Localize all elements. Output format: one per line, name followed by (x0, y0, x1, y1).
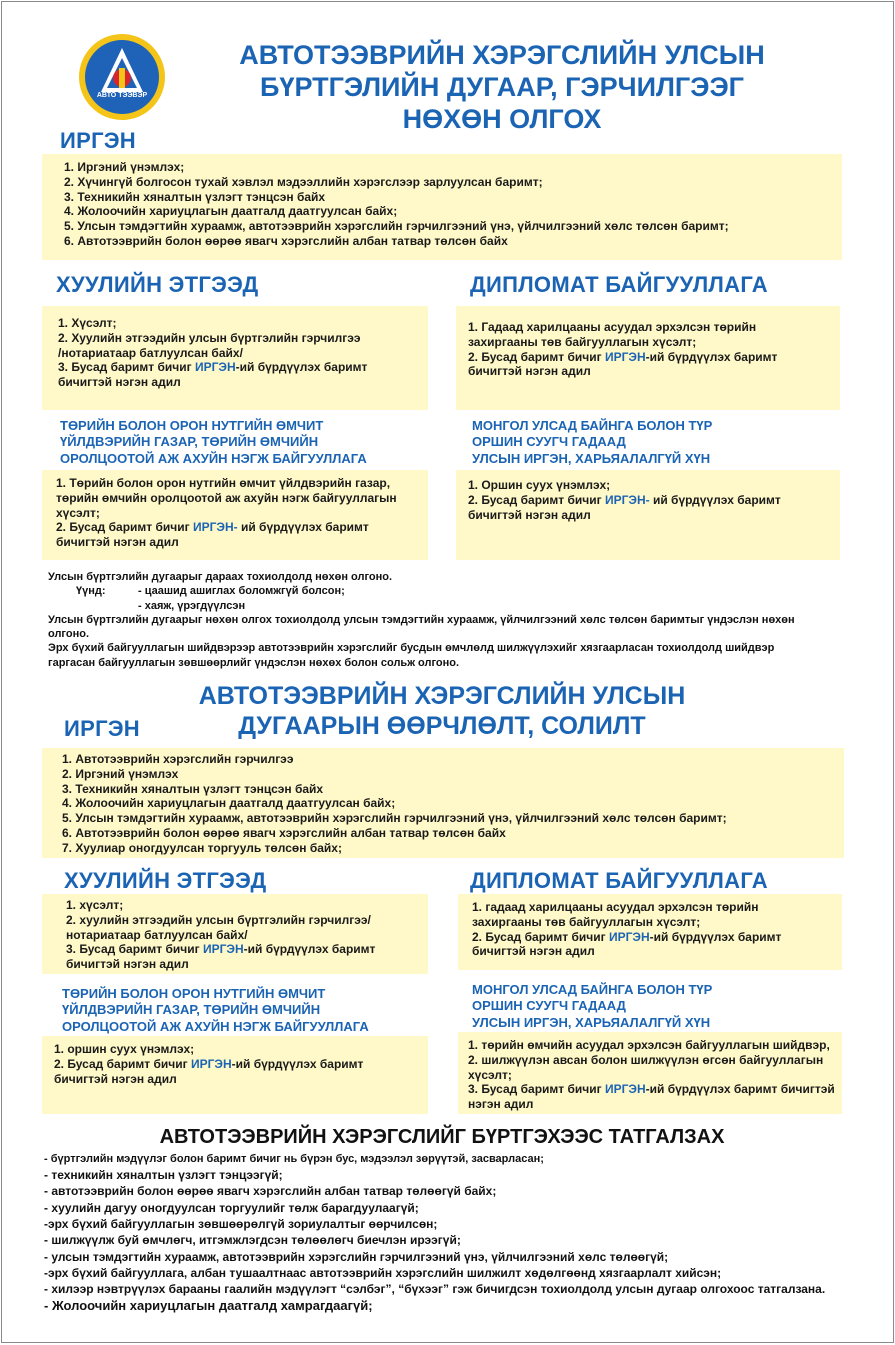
list-item: 1. Иргэний үнэмлэх; (64, 160, 185, 174)
list-item: бичигтэй нэгэн адил (66, 957, 189, 971)
list-item: 3. Бусад баримт бичиг ИРГЭН-ий бүрдүүлэх баримт (58, 360, 368, 375)
foreign-resident-requirements-1 (456, 470, 840, 560)
list-item: 6. Автотээврийн болон өөрөө явагч хэрэгслийн албан татвар төлсөн байх (62, 825, 506, 840)
list-item: 6. Автотээврийн болон өөрөө явагч хэрэгслийн албан татвар төлсөн байх (64, 233, 508, 248)
list-item: - шилжүүлж буй өмчлөгч, итгэмжлэгдсэн төлөөлөгч биечлэн ирээгүй; (44, 1233, 461, 1248)
legal-entity-requirements-1 (42, 306, 428, 410)
note-line: - хаяж, үрэгдүүлсэн (138, 599, 246, 612)
foreign-resident-heading-2: МОНГОЛ УЛСАД БАЙНГА БОЛОН ТҮР ОРШИН СУУГЧ ГАДААД УЛСЫН ИРГЭН, ХАРЬЯАЛАЛГҮЙ ХҮН (472, 982, 713, 1030)
title-change-line1: АВТОТЭЭВРИЙН ХЭРЭГСЛИЙН УЛСЫН (198, 682, 686, 710)
legal-entity-requirements-2 (42, 894, 428, 974)
list-item: бичигтэй нэгэн адил (472, 944, 595, 959)
diplomatic-requirements-1 (456, 306, 840, 410)
logo-emblem (85, 40, 159, 114)
list-item: 1. Гадаад харилцааны асуудал эрхэлсэн төрийн (468, 320, 757, 334)
list-item: 3. Бусад баримт бичиг ИРГЭН-ий бүрдүүлэх баримт (66, 942, 376, 957)
list-item: бичигтэй нэгэн адил (54, 1071, 177, 1086)
list-item: - улсын тэмдэгтийн хураамж, автотээврийн хэрэгслийн гэрчилгээний үнэ, үйлчилгээний хөлс төлөөгүй; (44, 1249, 669, 1264)
list-item: 2. Бусад баримт бичиг ИРГЭН- ий бүрдүүлэх баримт (468, 492, 781, 507)
diplomatic-heading-1: ДИПЛОМАТ БАЙГУУЛЛАГА (470, 272, 768, 297)
list-item: захиргааны төв байгууллагын хүсэлт; (472, 914, 701, 929)
title-refusal: АВТОТЭЭВРИЙН ХЭРЭГСЛИЙГ БҮРТГЭХЭЭС ТАТГАЛЗАХ (159, 1126, 725, 1148)
citizen-link-text: ИРГЭН (604, 349, 646, 364)
list-item: 2. шилжүүлэн авсан болон шилжүүлэн өгсөн байгууллагын (468, 1052, 824, 1067)
diplomatic-requirements-2 (458, 894, 842, 970)
list-item: 2. хуулийн этгээдийн улсын бүртгэлийн гэрчилгээ/ (66, 912, 371, 927)
soyombo-icon (85, 40, 159, 114)
note-line: Улсын бүртгэлийн дугаарыг дараах тохиолдолд нөхөн олгоно. (48, 571, 393, 583)
list-item: 3. Техникийн хяналтын үзлэгт тэнцсэн байх (64, 189, 326, 204)
list-item: 1. хүсэлт; (66, 898, 124, 912)
list-item: 5. Улсын тэмдэгтийн хураамж, автотээврийн хэрэгслийн гэрчилгээний үнэ, үйлчилгээний хөлс төлсөн баримт; (64, 219, 729, 233)
title-reissue (192, 40, 812, 136)
list-item: 3. Бусад баримт бичиг ИРГЭН-ий бүрдүүлэх баримт бичигтэй (468, 1082, 835, 1097)
note-line: гаргасан байгууллагын зөвшөөрлийг үндэслэн нөхөх болон сольж олгоно. (48, 656, 460, 669)
foreign-resident-heading-1: МОНГОЛ УЛСАД БАЙНГА БОЛОН ТҮР ОРШИН СУУГЧ ГАДААД УЛСЫН ИРГЭН, ХАРЬЯАЛАЛГҮЙ ХҮН (472, 418, 713, 466)
list-item: 1. гадаад харилцааны асуудал эрхэлсэн төрийн (472, 900, 759, 914)
list-item: хүсэлт; (468, 1067, 512, 1082)
list-item: - бүртгэлийн мэдүүлэг болон баримт бичиг нь бүрэн бус, мэдээлэл зөрүүтэй, засварласан; (44, 1153, 544, 1165)
auto-transport-logo (79, 34, 165, 120)
title-change-line2: ДУГААРЫН ӨӨРЧЛӨЛТ, СОЛИЛТ (238, 711, 646, 740)
list-item: 1. Автотээврийн хэрэгслийн гэрчилгээ (62, 752, 294, 766)
list-item: 1. Оршин суух үнэмлэх; (468, 478, 611, 492)
list-item: 2. Бусад баримт бичиг ИРГЭН-ий бүрдүүлэх баримт (468, 349, 778, 364)
citizen-link-text: ИРГЭН (604, 1082, 646, 1097)
citizen-link-text: ИРГЭН (202, 942, 244, 957)
list-item: нотариатаар батлуулсан байх/ (66, 927, 248, 942)
list-item: 2. Бусад баримт бичиг ИРГЭН-ий бүрдүүлэх баримт (54, 1056, 364, 1071)
title-reissue-line3: НӨХӨН ОЛГОХ (402, 103, 602, 134)
list-item: хүсэлт; (56, 505, 100, 520)
citizen-link-text: ИРГЭН (190, 1056, 232, 1071)
list-item: захиргааны төв байгууллагын хүсэлт; (468, 334, 697, 349)
list-item: бичигтэй нэгэн адил (468, 507, 591, 522)
list-item: 2. Иргэний үнэмлэх (62, 766, 179, 781)
title-reissue-line1: АВТОТЭЭВРИЙН ХЭРЭГСЛИЙН УЛСЫН (239, 40, 765, 70)
note-line: Улсын бүртгэлийн дугаарыг нөхөн олгох тохиолдолд улсын тэмдэгтийн хураамж, үйлчилгээний хөлс төлсөн баримтыг үндэслэн нөхөн (48, 613, 795, 626)
citizen-requirements-2 (42, 748, 844, 858)
citizen-link-text: ИРГЭН (194, 360, 236, 375)
state-enterprise-requirements-1 (42, 470, 428, 560)
list-item: 1. Төрийн болон орон нутгийн өмчит үйлдвэрийн газар, (56, 476, 391, 490)
list-item: - хуулийн дагуу оногдуулсан торгуулийг төлж барагдуулаагүй; (44, 1200, 419, 1215)
list-item: - Жолоочийн хариуцлагын даатгалд хамрагдаагүй; (44, 1298, 373, 1314)
logo-text: АВТО ТЭЭВЭР (96, 92, 148, 99)
list-item: бичигтэй нэгэн адил (58, 375, 181, 389)
list-item: 3. Техникийн хяналтын үзлэгт тэнцсэн байх (62, 781, 324, 796)
foreign-resident-requirements-2 (458, 1032, 842, 1114)
list-item: -эрх бүхий байгууллага, албан тушаалтнаас автотээврийн хэрэгслийн шилжилт хөдөлгөөнд хязгаарлалт хийсэн; (44, 1265, 722, 1280)
note-line: олгоно. (48, 628, 90, 641)
list-item: - автотээврийн болон өөрөө явагч хэрэгслийн албан татвар төлөөгүй байх; (44, 1184, 497, 1199)
list-item: 4. Жолоочийн хариуцлагын даатгалд даатгуулсан байх; (62, 796, 396, 811)
list-item: бичигтэй нэгэн адил (56, 535, 179, 549)
list-item: 1. төрийн өмчийн асуудал эрхэлсэн байгууллагын шийдвэр, (468, 1038, 830, 1052)
legal-entity-heading-2: ХУУЛИЙН ЭТГЭЭД (64, 868, 267, 893)
reissue-notes (48, 570, 848, 670)
refusal-list (44, 1152, 864, 1315)
list-item: 1. оршин суух үнэмлэх; (54, 1042, 195, 1056)
citizen-link-text: ИРГЭН (608, 929, 650, 944)
list-item: - хилээр нэвтрүүлэх барааны гаалийн мэдүүлэгт “сэлбэг”, “бүхээг” гэж бичигдсэн тохиолдолд улсын дугаар олгохоос татгалзана. (44, 1282, 826, 1297)
note-line: Эрх бүхий байгууллагын шийдвэрээр автотээврийн хэрэгслийг бусдын өмчлөлд шилжүүлэхийг хязгаарласан тохиолдолд шийдвэр (48, 642, 775, 655)
diplomatic-heading-2: ДИПЛОМАТ БАЙГУУЛЛАГА (470, 868, 768, 893)
citizen-link-text: ИРГЭН- (604, 492, 650, 507)
list-item: 2. Бусад баримт бичиг ИРГЭН- ий бүрдүүлэх баримт (56, 520, 369, 535)
citizen-requirements-1 (42, 154, 842, 260)
citizen-heading-2: ИРГЭН (64, 716, 140, 741)
list-item: 7. Хуулиар оногдуулсан торгууль төлсөн байх; (62, 840, 342, 855)
state-enterprise-requirements-2 (42, 1036, 428, 1114)
list-item: нэгэн адил (468, 1097, 534, 1111)
list-item: 2. Хуулийн этгээдийн улсын бүртгэлийн гэрчилгээ (58, 330, 361, 345)
list-item: -эрх бүхий байгууллагын зөвшөөрөлгүй зориулалтыг өөрчилсөн; (44, 1216, 438, 1231)
legal-entity-heading-1: ХУУЛИЙН ЭТГЭЭД (56, 272, 259, 297)
list-item: 4. Жолоочийн хариуцлагын даатгалд даатгуулсан байх; (64, 204, 398, 219)
note-line: Үүнд: - цаашид ашиглах боломжгүй болсон; (76, 585, 345, 598)
list-item: 2. Бусад баримт бичиг ИРГЭН-ий бүрдүүлэх баримт (472, 929, 782, 944)
citizen-heading-1: ИРГЭН (60, 128, 136, 153)
poster (1, 1, 894, 1343)
list-item: - техникийн хяналтын үзлэгт тэнцээгүй; (44, 1167, 283, 1182)
list-item: төрийн өмчийн оролцоотой аж ахуйн нэгж байгууллагын (56, 490, 397, 505)
state-enterprise-heading-2: ТӨРИЙН БОЛОН ОРОН НУТГИЙН ӨМЧИТ ҮЙЛДВЭРИЙН ГАЗАР, ТӨРИЙН ӨМЧИЙН ОРОЛЦООТОЙ АЖ АХУЙН НЭГЖ БАЙГУУЛЛАГА (62, 986, 369, 1034)
list-item: бичигтэй нэгэн адил (468, 364, 591, 379)
list-item: 2. Хүчингүй болгосон тухай хэвлэл мэдээллийн хэрэгслээр зарлуулсан баримт; (64, 174, 543, 189)
list-item: /нотариатаар батлуулсан байх/ (58, 345, 243, 360)
citizen-link-text: ИРГЭН- (192, 520, 238, 535)
list-item: 1. Хүсэлт; (58, 316, 117, 330)
state-enterprise-heading-1: ТӨРИЙН БОЛОН ОРОН НУТГИЙН ӨМЧИТ ҮЙЛДВЭРИЙН ГАЗАР, ТӨРИЙН ӨМЧИЙН ОРОЛЦООТОЙ АЖ АХУЙН НЭГЖ БАЙГУУЛЛАГА (60, 418, 367, 466)
title-change (162, 682, 722, 741)
list-item: 5. Улсын тэмдэгтийн хураамж, автотээврийн хэрэгслийн гэрчилгээний үнэ, үйлчилгээний хөлс төлсөн баримт; (62, 811, 727, 825)
title-reissue-line2: БҮРТГЭЛИЙН ДУГААР, ГЭРЧИЛГЭЭГ (260, 71, 744, 102)
